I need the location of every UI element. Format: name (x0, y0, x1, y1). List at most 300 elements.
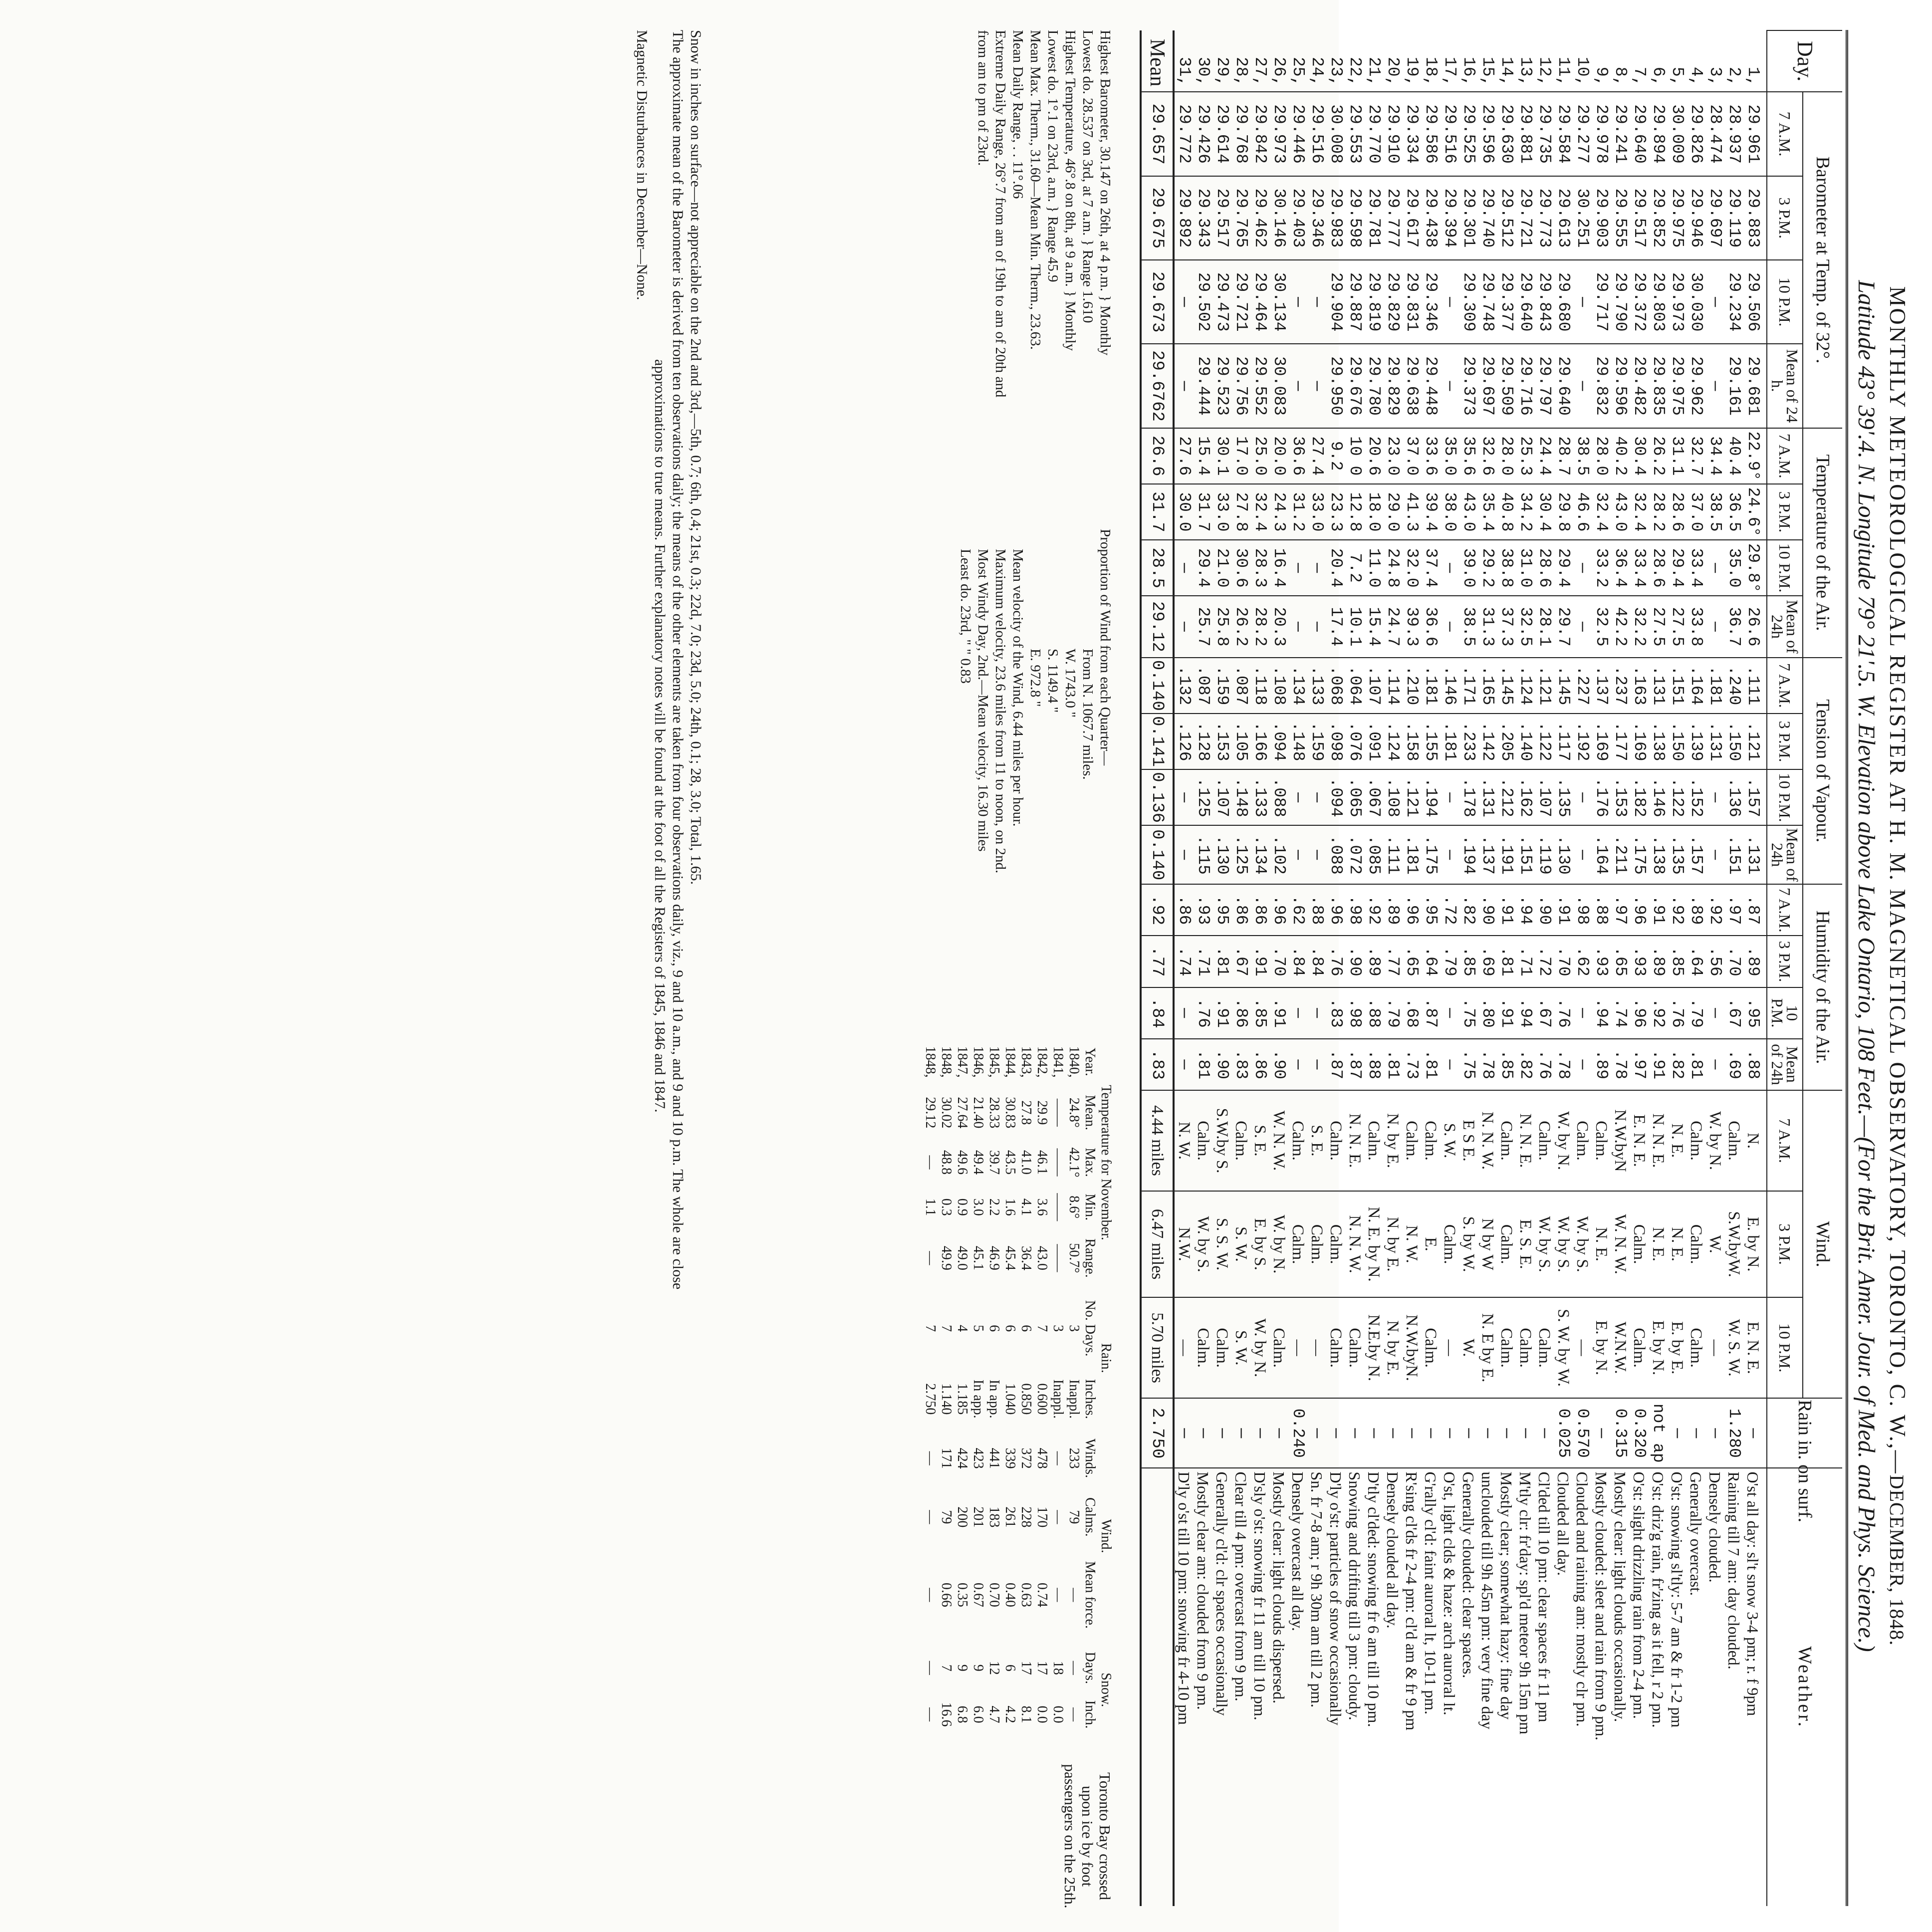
cell-b10: 29.309 (1459, 260, 1478, 344)
cell-h7: .94 (1516, 884, 1535, 936)
cell-w3: N by W (1478, 1191, 1497, 1297)
day-row (1668, 30, 1687, 1906)
sub-hum-7am: 7 A.M. (1767, 884, 1803, 936)
cell-b3: 29.517 (1630, 176, 1649, 260)
day-cell: 8, (1611, 66, 1630, 87)
november-cell: 43.0 (1034, 1245, 1050, 1270)
november-cell: 6.8 (955, 1705, 970, 1723)
cell-h7: .90 (1478, 884, 1497, 936)
day-row (1212, 30, 1231, 1906)
cell-t3: 29.0 (1383, 484, 1402, 540)
cell-t7: 28.7 (1554, 428, 1573, 484)
day-cell: 30, (1194, 57, 1212, 87)
cell-t10: 33.4 (1630, 540, 1649, 596)
cell-rain: — (1269, 1398, 1288, 1468)
cell-h3: .65 (1402, 936, 1421, 987)
november-cell: 423 (970, 1448, 986, 1469)
cell-t10: 7.2 (1345, 540, 1364, 596)
cell-hm: .89 (1592, 1039, 1611, 1090)
cell-bm: — (1573, 344, 1592, 428)
cell-h3: .77 (1383, 936, 1402, 987)
cell-b10: 29.831 (1402, 260, 1421, 344)
cell-b3: 30.251 (1573, 176, 1592, 260)
cell-b3: 30.146 (1269, 176, 1288, 260)
november-cell: 18 (1050, 1661, 1066, 1675)
cell-rain: not ap (1649, 1398, 1668, 1468)
cell-v3: .158 (1402, 714, 1421, 769)
november-row (938, 1038, 954, 1736)
cell-w7: Calm. (1326, 1090, 1345, 1191)
col-humidity: Humidity of the Air. (1803, 884, 1842, 1090)
cell-t10: 28.3 (1250, 540, 1269, 596)
day-row (1288, 30, 1307, 1906)
cell-h3: .70 (1554, 936, 1573, 987)
cell-b3: 29.740 (1478, 176, 1497, 260)
november-cell: 1.140 (939, 1383, 954, 1415)
cell-w7: Calm. (1573, 1090, 1592, 1191)
november-cell: 7 (923, 1325, 938, 1332)
cell-w3: S. S. W. (1212, 1191, 1231, 1297)
cell-w7: Calm. (1535, 1090, 1554, 1191)
day-row (1592, 30, 1611, 1906)
cell-vm: .211 (1611, 825, 1630, 884)
november-cell: 21.40 (970, 1097, 986, 1129)
cell-vm: .131 (1743, 825, 1767, 884)
cell-hm: .81 (1383, 1039, 1402, 1090)
cell-v7: .087 (1194, 658, 1212, 714)
cell-vm: .125 (1231, 825, 1250, 884)
cell-t10: 38.8 (1497, 540, 1516, 596)
cell-w3: N.W. (1174, 1191, 1194, 1297)
november-cell: 441 (986, 1448, 1002, 1469)
wind-summary-line: S. 1149.4 " (1045, 649, 1061, 713)
cell-v3: .139 (1687, 714, 1705, 769)
cell-wx: O'st, light clds & haze: arch auroral lt. (1440, 1468, 1459, 1906)
cell-vm: .181 (1402, 825, 1421, 884)
cell-rain: — (1743, 1398, 1767, 1468)
day-row (1630, 30, 1649, 1906)
cell-t3: 38.0 (1440, 484, 1459, 540)
cell-v3: .091 (1364, 714, 1383, 769)
cell-h10: — (1440, 987, 1459, 1039)
mean-cell-v3: 0.141 (1141, 714, 1174, 769)
cell-wx: Clear till 4 pm: overcast from 9 pm. (1231, 1468, 1250, 1906)
cell-h7: .97 (1724, 884, 1743, 936)
day-row (1269, 30, 1288, 1906)
cell-b7: 29.894 (1649, 92, 1668, 176)
cell-bm: 29.161 (1724, 344, 1743, 428)
day-row (1573, 30, 1592, 1906)
cell-v10: — (1307, 769, 1326, 825)
cell-rain: — (1440, 1398, 1459, 1468)
mean-cell-w10: 5.70 miles (1141, 1297, 1174, 1398)
november-cell: 261 (1002, 1506, 1018, 1528)
day-cell: 18, (1422, 57, 1440, 87)
cell-h10: .86 (1231, 987, 1250, 1039)
day-cell: 20, (1384, 57, 1402, 87)
cell-t3: 37.0 (1687, 484, 1705, 540)
cell-w7: W. by N. (1554, 1090, 1573, 1191)
cell-h3: .81 (1212, 936, 1231, 987)
cell-t3: 24.6° (1743, 484, 1767, 540)
cell-t7: 27.4 (1307, 428, 1326, 484)
cell-t7: 17.0 (1231, 428, 1250, 484)
cell-h7: .86 (1174, 884, 1194, 936)
cell-wx: D'sly o'st: snowing fr 11 am till 10 pm. (1250, 1468, 1269, 1906)
cell-vm: .137 (1478, 825, 1497, 884)
cell-rain: — (1326, 1398, 1345, 1468)
november-header: Days. (1082, 1652, 1098, 1685)
november-cell: 6 (1002, 1664, 1018, 1672)
sub-vap-3pm: 3 P.M. (1767, 714, 1803, 769)
cell-v10: .121 (1402, 769, 1421, 825)
cell-rain: — (1345, 1398, 1364, 1468)
cell-w7: Calm. (1288, 1090, 1307, 1191)
cell-b10: 29.473 (1212, 260, 1231, 344)
cell-bm: 29.829 (1383, 344, 1402, 428)
mean-cell-b7: 29.657 (1141, 92, 1174, 176)
cell-v10: .148 (1231, 769, 1250, 825)
col-wind: Wind. (1803, 1090, 1842, 1398)
cell-v10: .153 (1611, 769, 1630, 825)
cell-hm: .76 (1535, 1039, 1554, 1090)
cell-v3: .159 (1307, 714, 1326, 769)
cell-w3: N. E. (1592, 1191, 1611, 1297)
november-cell: 9 (970, 1664, 986, 1672)
col-rain: Rain in. on surf. (1767, 1398, 1842, 1468)
november-cell: 1845, (986, 1046, 1002, 1078)
cell-hm: .85 (1497, 1039, 1516, 1090)
mean-cell-h10: .84 (1141, 987, 1174, 1039)
cell-w3: E. (1421, 1191, 1440, 1297)
cell-b10: — (1440, 260, 1459, 344)
cell-w10: Calm. (1516, 1297, 1535, 1398)
cell-tm: 20.3 (1269, 596, 1288, 657)
cell-w3: Calm. (1497, 1191, 1516, 1297)
cell-h3: .64 (1421, 936, 1440, 987)
november-cell: 200 (955, 1506, 970, 1528)
cell-rain: — (1668, 1398, 1687, 1468)
cell-b3: 29.765 (1231, 176, 1250, 260)
november-row (954, 1038, 970, 1736)
cell-wx: Sn. fr 7-8 am; r 9h 30m am till 2 pm. (1307, 1468, 1326, 1906)
cell-tm: 36.6 (1421, 596, 1440, 657)
sub-wind-10pm: 10 P.M. (1767, 1297, 1803, 1398)
cell-rain: — (1402, 1398, 1421, 1468)
cell-wx: M'tly clr: fr'day: spl'd meteor 9h 15m pm (1516, 1468, 1535, 1906)
cell-h7: .62 (1288, 884, 1307, 936)
november-header: Calms. (1082, 1497, 1098, 1537)
day-cell: 19, (1403, 57, 1421, 87)
cell-bm: 29.756 (1231, 344, 1250, 428)
cell-h7: .91 (1554, 884, 1573, 936)
cell-wx: Cl'ded till 10 pm: clear spaces fr 11 pm (1535, 1468, 1554, 1906)
november-cell: 0.66 (939, 1582, 954, 1607)
cell-wx: Mostly clear am: clouded from 9 pm. (1194, 1468, 1212, 1906)
cell-t7: 31.1 (1668, 428, 1687, 484)
day-cell: 23, (1327, 57, 1345, 87)
cell-v7: .137 (1592, 658, 1611, 714)
cell-v7: .118 (1250, 658, 1269, 714)
cell-t3: 43.0 (1459, 484, 1478, 540)
day-cell: 1, (1744, 66, 1762, 87)
november-cell: 16.6 (939, 1702, 954, 1727)
day-row (1535, 30, 1554, 1906)
cell-h3: .89 (1743, 936, 1767, 987)
cell-t3: 38.5 (1705, 484, 1724, 540)
november-cell: 2.2 (986, 1198, 1002, 1216)
mean-cell-bm: 29.6762 (1141, 344, 1174, 428)
november-cell: 45.1 (970, 1245, 986, 1270)
cell-w7: Calm. (1194, 1090, 1212, 1191)
cell-h10: .91 (1269, 987, 1288, 1039)
cell-t7: 20.6 (1364, 428, 1383, 484)
cell-b3: 29.301 (1459, 176, 1478, 260)
register-body (1141, 30, 1767, 1906)
cell-hm: .81 (1687, 1039, 1705, 1090)
day-row (1194, 30, 1212, 1906)
cell-b7: 29.826 (1687, 92, 1705, 176)
summary-line: from am to pm of 23rd. (975, 30, 991, 166)
cell-t3: 32.4 (1630, 484, 1649, 540)
november-cell: 43.5 (1002, 1150, 1018, 1175)
november-cell: 3.6 (1034, 1198, 1050, 1216)
november-cell: — (923, 1251, 938, 1265)
day-row (1231, 30, 1250, 1906)
cell-w10: W. (1459, 1297, 1478, 1398)
november-cell: 1842, (1034, 1046, 1050, 1078)
cell-h7: .88 (1592, 884, 1611, 936)
november-row (1034, 1038, 1050, 1736)
cell-hm: .87 (1345, 1039, 1364, 1090)
cell-v3: .153 (1212, 714, 1231, 769)
mean-cell-tm: 29.12 (1141, 596, 1174, 657)
day-cell: 3, (1706, 66, 1724, 87)
november-cell: 1843, (1018, 1046, 1034, 1078)
cell-v10: .107 (1212, 769, 1231, 825)
cell-w7: S. E. (1307, 1090, 1326, 1191)
cell-tm: 17.4 (1326, 596, 1345, 657)
cell-h7: .89 (1383, 884, 1402, 936)
cell-hm: .90 (1269, 1039, 1288, 1090)
cell-v3: .142 (1478, 714, 1497, 769)
cell-b10: 29.843 (1535, 260, 1554, 344)
day-row (1459, 30, 1478, 1906)
november-cell: 171 (939, 1448, 954, 1469)
cell-bm: 29.509 (1497, 344, 1516, 428)
november-cell: —— (1050, 1148, 1066, 1177)
cell-h3: .62 (1573, 936, 1592, 987)
extremes-summary (974, 30, 1114, 519)
november-row (970, 1038, 986, 1736)
mean-cell-b10: 29.673 (1141, 260, 1174, 344)
cell-t10: 21.0 (1212, 540, 1231, 596)
cell-w7: Calm. (1687, 1090, 1705, 1191)
cell-bm: 29.444 (1194, 344, 1212, 428)
cell-bm: 29.676 (1345, 344, 1364, 428)
cell-v10: .065 (1345, 769, 1364, 825)
summary-line: Lowest do. 28.537 on 3rd, at 7 a.m. } Range 1.610 (1080, 30, 1096, 323)
cell-b10: 30.030 (1687, 260, 1705, 344)
november-cell: 79 (939, 1510, 954, 1524)
footnote-line: Snow in inches on surface—not appreciable on the 2nd and 3rd,—5th, 0.7; 6th, 0.4; 21st, 0.3; 22d, 7.0; 23d, 5.0; 24th, 0.1; 28, 3.0; Total, 1.65. (688, 30, 704, 885)
cell-wx: D'tly cl'ded: snowing fr 6 am till 10 pm. (1364, 1468, 1383, 1906)
cell-v7: .108 (1269, 658, 1288, 714)
cell-hm: — (1174, 1039, 1194, 1090)
cell-w7: Calm. (1231, 1090, 1250, 1191)
cell-b3: 29.883 (1743, 176, 1767, 260)
cell-bm: 29.482 (1630, 344, 1649, 428)
cell-tm: 25.8 (1212, 596, 1231, 657)
cell-h3: .84 (1307, 936, 1326, 987)
cell-b3: 29.892 (1174, 176, 1194, 260)
cell-w3: Calm. (1307, 1191, 1326, 1297)
cell-hm: .82 (1668, 1039, 1687, 1090)
cell-v10: .135 (1554, 769, 1573, 825)
day-row (1554, 30, 1573, 1906)
cell-b3: 29.512 (1497, 176, 1516, 260)
cell-t3: 30.0 (1174, 484, 1194, 540)
november-cell: 17 (1018, 1661, 1034, 1675)
day-row (1326, 30, 1345, 1906)
cell-wx: Mostly clear: light clouds occasionally. (1611, 1468, 1630, 1906)
cell-v7: .181 (1705, 658, 1724, 714)
rotated-register-sheet (593, 0, 1932, 1932)
mean-cell-v7: 0.140 (1141, 658, 1174, 714)
cell-vm: .115 (1194, 825, 1212, 884)
day-cell: 13, (1516, 57, 1535, 87)
sub-wind-3pm: 3 P.M. (1767, 1191, 1803, 1297)
cell-w10: Calm. (1345, 1297, 1364, 1398)
cell-b3: 29.119 (1724, 176, 1743, 260)
november-row (1002, 1038, 1018, 1736)
cell-tm: — (1440, 596, 1459, 657)
cell-h10: .76 (1554, 987, 1573, 1039)
cell-t10: 24.8 (1383, 540, 1402, 596)
november-cell: 1.1 (923, 1198, 938, 1216)
november-header: Mean force. (1082, 1561, 1098, 1629)
cell-v10: .182 (1630, 769, 1649, 825)
cell-hm: .86 (1250, 1039, 1269, 1090)
november-cell: 0.9 (955, 1198, 970, 1216)
sub-temp-mean: Mean of 24h (1767, 596, 1803, 657)
cell-b10: 29.973 (1668, 260, 1687, 344)
cell-t3: 39.4 (1421, 484, 1440, 540)
cell-w3: W. by S. (1194, 1191, 1212, 1297)
cell-w10: S. W. (1231, 1297, 1250, 1398)
cell-h3: .64 (1687, 936, 1705, 987)
cell-rain: — (1478, 1398, 1497, 1468)
cell-w10: N.W.byN. (1402, 1297, 1421, 1398)
cell-v7: .227 (1573, 658, 1592, 714)
cell-rain: — (1174, 1398, 1194, 1468)
cell-t10: 28.6 (1535, 540, 1554, 596)
cell-rain: — (1231, 1398, 1250, 1468)
cell-h10: .94 (1592, 987, 1611, 1039)
cell-h10: .79 (1383, 987, 1402, 1039)
cell-tm: 28.1 (1535, 596, 1554, 657)
cell-b10: 29.346 (1421, 260, 1440, 344)
cell-v10: .157 (1743, 769, 1767, 825)
cell-t3: 31.2 (1288, 484, 1307, 540)
november-header: No. Days. (1082, 1300, 1098, 1357)
cell-t10: 29.8° (1743, 540, 1767, 596)
cell-h7: .86 (1231, 884, 1250, 936)
cell-vm: .111 (1383, 825, 1402, 884)
cell-b10: — (1307, 260, 1326, 344)
cell-w10: — (1573, 1297, 1592, 1398)
november-cell: 4 (955, 1325, 970, 1332)
cell-w7: E. N. E. (1630, 1090, 1649, 1191)
november-cell: 27.64 (955, 1097, 970, 1129)
cell-bm: 29.950 (1326, 344, 1345, 428)
day-row (1611, 30, 1630, 1906)
cell-rain: — (1212, 1398, 1231, 1468)
cell-w7: N. E. (1668, 1090, 1687, 1191)
cell-v10: .133 (1250, 769, 1269, 825)
november-header: Min. (1082, 1194, 1098, 1221)
cell-b7: 29.426 (1194, 92, 1212, 176)
november-cell: 0.40 (1002, 1582, 1018, 1607)
cell-vm: .130 (1212, 825, 1231, 884)
november-cell: 1.185 (955, 1383, 970, 1415)
cell-v7: .134 (1288, 658, 1307, 714)
cell-w7: Calm. (1724, 1090, 1743, 1191)
cell-wx: Clouded all day. (1554, 1468, 1573, 1906)
mean-label: Mean (1141, 30, 1174, 92)
november-cell: 0.70 (986, 1582, 1002, 1607)
cell-v7: .121 (1535, 658, 1554, 714)
november-cell: 0.850 (1018, 1383, 1034, 1415)
cell-h3: .93 (1592, 936, 1611, 987)
col-weather: Weather. (1767, 1468, 1842, 1906)
cell-wx: unclouded till 9h 45m pm: very fine day (1478, 1468, 1497, 1906)
cell-t10: — (1440, 540, 1459, 596)
cell-rain: — (1516, 1398, 1535, 1468)
cell-b7: 29.334 (1402, 92, 1421, 176)
november-cell: 1848, (939, 1046, 954, 1078)
cell-tm: 27.5 (1668, 596, 1687, 657)
cell-h7: .72 (1440, 884, 1459, 936)
cell-bm: 29.523 (1212, 344, 1231, 428)
cell-t7: 28.0 (1497, 428, 1516, 484)
cell-vm: .151 (1724, 825, 1743, 884)
cell-v10: — (1288, 769, 1307, 825)
november-cell: 7 (939, 1325, 954, 1332)
cell-b10: 29.506 (1743, 260, 1767, 344)
day-row (1478, 30, 1497, 1906)
cell-w3: S.W.byW. (1724, 1191, 1743, 1297)
cell-w10: — (1705, 1297, 1724, 1398)
cell-h7: .98 (1573, 884, 1592, 936)
november-header: Max. (1082, 1148, 1098, 1177)
cell-w3: Calm. (1288, 1191, 1307, 1297)
cell-vm: — (1174, 825, 1194, 884)
cell-v7: .146 (1440, 658, 1459, 714)
cell-wx: D'ly o'st: particles of snow occasionally (1326, 1468, 1345, 1906)
cell-t10: 37.4 (1421, 540, 1440, 596)
cell-t7: 34.4 (1705, 428, 1724, 484)
cell-w10: — (1288, 1297, 1307, 1398)
cell-h3: .74 (1174, 936, 1194, 987)
cell-w3: S. W. (1231, 1191, 1250, 1297)
cell-t3: 18.0 (1364, 484, 1383, 540)
cell-hm: .97 (1630, 1039, 1649, 1090)
cell-wx: Generally clouded: clear spaces. (1459, 1468, 1478, 1906)
cell-w3: E. by S. (1250, 1191, 1269, 1297)
cell-t7: 36.6 (1288, 428, 1307, 484)
cell-vm: .119 (1535, 825, 1554, 884)
